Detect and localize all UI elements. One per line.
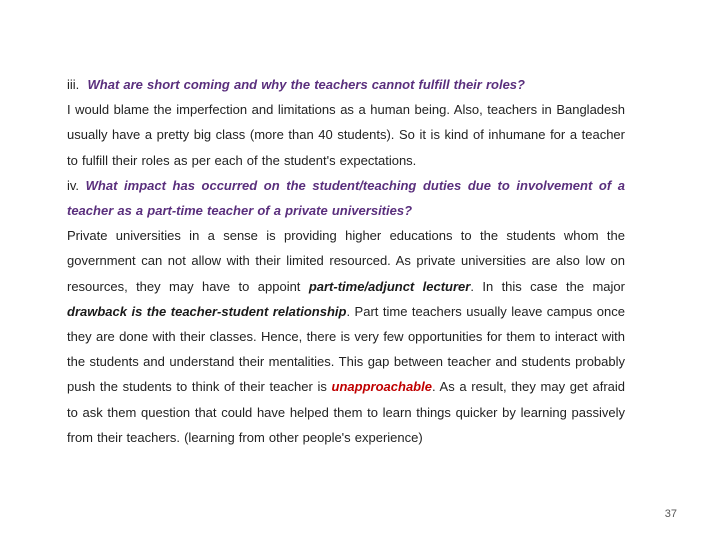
- question-iv-number: iv.: [67, 177, 80, 193]
- answer-iv-part1: Private universities in a sense is providing higher educations to the students whom the government can not allow with their limited resourced. As private universities are also low on resources, they may have to appoint: [67, 228, 625, 294]
- question-iv: [67, 173, 625, 223]
- question-iii-text: What are short coming and why the teachers cannot fulfill their roles?: [87, 77, 525, 92]
- answer-iv-emphasis-adjunct: part-time/adjunct lecturer: [308, 278, 471, 294]
- answer-iv-emphasis-drawback: drawback is the teacher-student relationship: [67, 303, 347, 319]
- answer-iv-part4: . As a result, they may get afraid to ask them question that could have helped them to learn things quicker by learning passively from their teachers. (learning from other people's experience): [67, 379, 626, 445]
- question-iii: [67, 72, 625, 97]
- answer-iv-part3: . Part time teachers usually leave campus once they are done with their classes. Hence, there is very few opportunities for them to interact with the students and understand their mentalities. This gap between teacher and students probably push the students to think of their teacher is: [67, 303, 625, 395]
- answer-iv-part2: . In this case the major: [470, 278, 625, 294]
- question-iii-number: iii.: [67, 77, 80, 92]
- question-iv-text: What impact has occurred on the student/teaching duties due to involvement of a teacher as a part-time teacher of a private universities?: [67, 177, 625, 219]
- answer-iii: I would blame the imperfection and limitations as a human being. Also, teachers in Bangladesh usually have a pretty big class (more than 40 students). So it is kind of inhumane for a teacher to fulfill their roles as per each of the student's expectations.: [67, 102, 625, 168]
- answer-iv: [67, 223, 625, 450]
- page-number: 37: [664, 508, 677, 520]
- answer-iv-emphasis-unapproachable: unapproachable: [331, 379, 432, 395]
- slide-content: [67, 72, 625, 450]
